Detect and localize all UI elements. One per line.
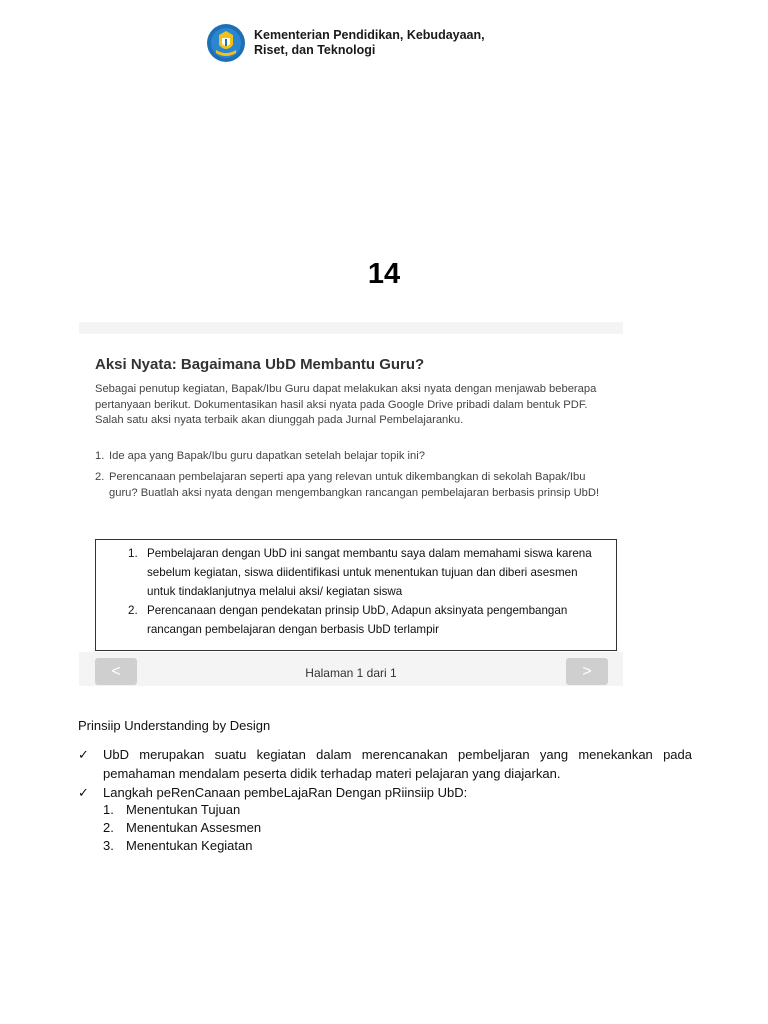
step-item — [103, 801, 240, 819]
checkmark-icon: ✓ — [78, 747, 89, 762]
tut-wuri-handayani-logo-icon — [206, 23, 246, 63]
bullet-text: Langkah peRenCanaan pembeLajaRan Dengan pRiinsiip UbD: — [103, 785, 468, 800]
bullet-text: UbD merupakan suatu kegiatan dalam merencanakan pembeljaran yang menekankan pada pemahaman mendalam peserta didik terhadap materi pelajaran yang diajarkan. — [103, 747, 692, 781]
checkmark-icon: ✓ — [78, 785, 89, 800]
answer-text: Pembelajaran dengan UbD ini sangat membantu saya dalam memahami siswa karena sebelum kegiatan, siswa diidentifikasi untuk menentukan tujuan dan diberi asesmen untuk tindaklanjutnya melalui aksi/ kegiatan siswa — [147, 547, 592, 598]
question-number: 1. — [95, 450, 105, 462]
answer-box — [95, 539, 617, 651]
bullet-item — [78, 745, 692, 783]
aksi-nyata-screenshot — [79, 322, 623, 686]
page-number: 14 — [367, 258, 401, 290]
step-text: Menentukan Assesmen — [126, 820, 262, 835]
answer-item — [128, 601, 608, 639]
step-text: Menentukan Tujuan — [126, 802, 241, 817]
question-number: 2. — [95, 471, 105, 483]
ministry-name-line1: Kementerian Pendidikan, Kebudayaan, — [254, 28, 485, 42]
answer-number: 1. — [128, 547, 138, 560]
aksi-nyata-intro: Sebagai penutup kegiatan, Bapak/Ibu Guru dapat melakukan aksi nyata dengan menjawab beberapa pertanyaan berikut. Dokumentasikan hasil aksi nyata pada Google Drive pribadi dalam bentuk PDF. Salah satu aksi nyata terbaik akan diunggah pada Jurnal Pembelajaranku. — [95, 383, 597, 426]
answer-number: 2. — [128, 604, 138, 617]
step-number: 3. — [103, 838, 114, 853]
next-page-button[interactable]: > — [566, 658, 608, 685]
aksi-nyata-title: Aksi Nyata: Bagaimana UbD Membantu Guru? — [95, 356, 425, 373]
question-item — [95, 449, 615, 465]
answer-item — [128, 544, 608, 601]
step-text: Menentukan Kegiatan — [126, 838, 253, 853]
section-title: Prinsiip Understanding by Design — [78, 718, 271, 733]
pagination-bar — [79, 652, 623, 686]
question-text: Ide apa yang Bapak/Ibu guru dapatkan setelah belajar topik ini? — [109, 450, 425, 462]
step-item — [103, 819, 261, 837]
ministry-header — [206, 23, 485, 63]
ministry-name-line2: Riset, dan Teknologi — [254, 43, 376, 57]
question-item — [95, 470, 615, 501]
step-item — [103, 837, 252, 855]
pagination-label: Halaman 1 dari 1 — [305, 666, 397, 680]
bullet-item — [78, 783, 692, 802]
answer-text: Perencanaan dengan pendekatan prinsip UbD, Adapun aksinyata pengembangan rancangan pembelajaran dengan berbasis UbD terlampir — [147, 604, 568, 636]
prev-page-button[interactable]: < — [95, 658, 137, 685]
step-number: 1. — [103, 802, 114, 817]
step-number: 2. — [103, 820, 114, 835]
question-text: Perencanaan pembelajaran seperti apa yang relevan untuk dikembangkan di sekolah Bapak/Ibu guru? Buatlah aksi nyata dengan mengembangkan rancangan pembelajaran berbasis prinsip UbD! — [109, 471, 600, 499]
